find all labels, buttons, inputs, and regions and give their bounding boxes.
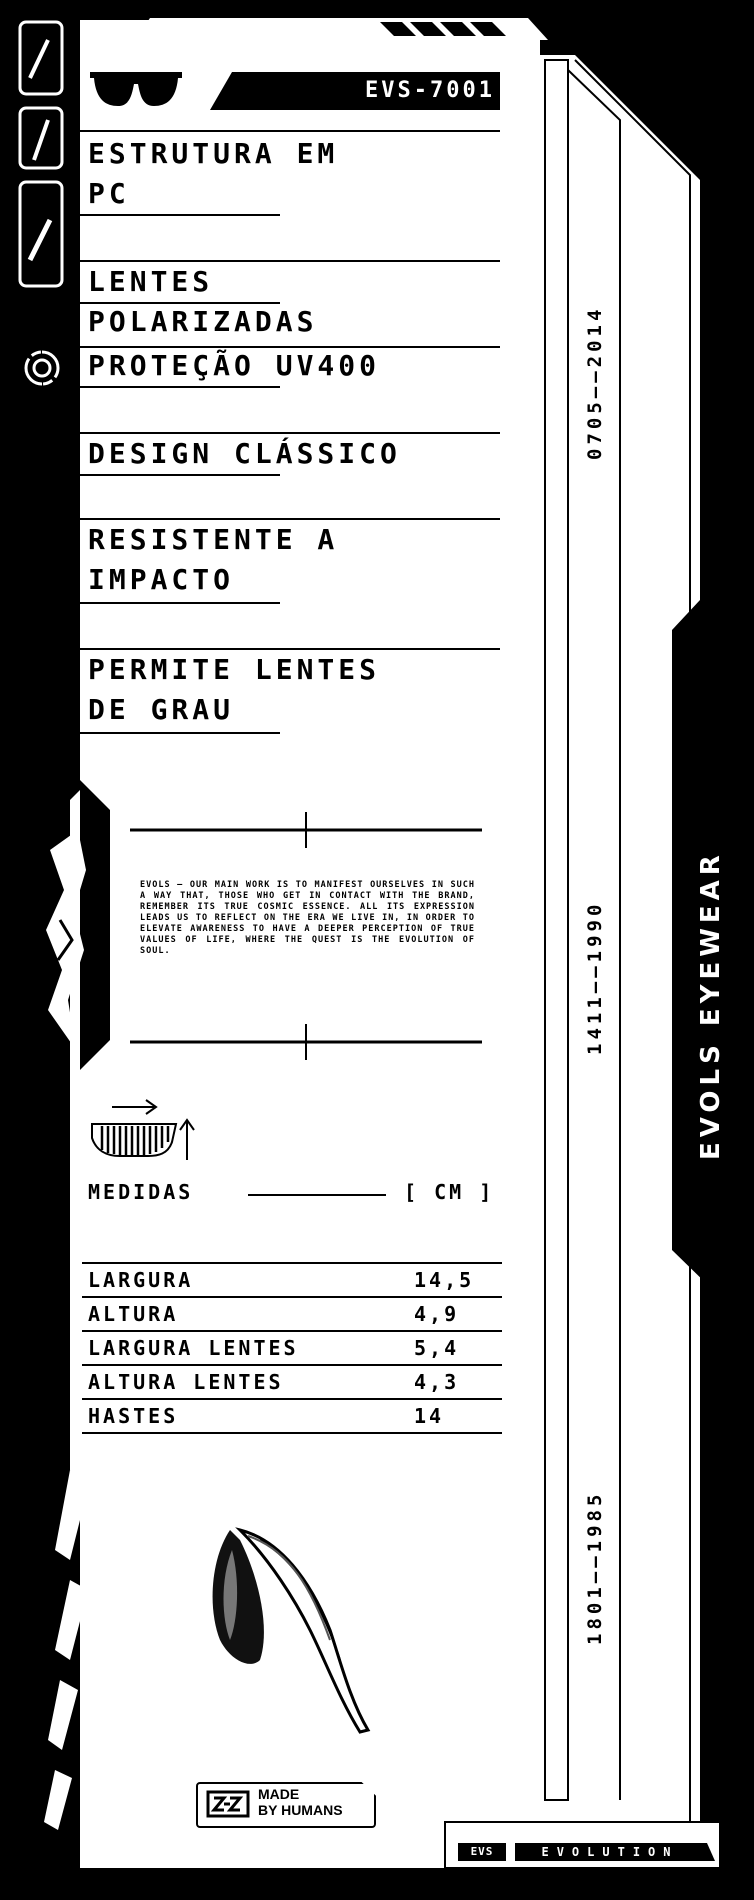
timeline-middle: 1411——1990 — [584, 900, 606, 1055]
row-value: 5,4 — [414, 1336, 460, 1360]
by-humans-label: BY HUMANS — [258, 1802, 343, 1818]
table-row — [82, 1298, 502, 1330]
made-by-humans-logo — [206, 1790, 250, 1818]
goggles-icon — [88, 1120, 180, 1160]
sunglasses-icon — [88, 64, 184, 114]
feature-frame-material-1: ESTRUTURA EM — [88, 137, 339, 170]
evols-logo — [38, 830, 90, 1050]
feature-lenses-2: POLARIZADAS — [88, 305, 318, 338]
made-label: MADE — [258, 1786, 300, 1802]
footer-badge-label: EVS — [470, 1845, 494, 1858]
table-row — [82, 1332, 502, 1364]
timeline-bottom: 1801——1985 — [584, 1490, 606, 1645]
feature-design: DESIGN CLÁSSICO — [88, 437, 401, 470]
arrow-up-icon — [176, 1118, 198, 1162]
brand-vertical: EVOLS EYEWEAR — [696, 850, 726, 1160]
row-value: 14 — [414, 1404, 445, 1428]
row-value: 4,3 — [414, 1370, 460, 1394]
underline — [80, 474, 280, 476]
aperture-icon — [22, 348, 62, 388]
feature-prescription-1: PERMITE LENTES — [88, 653, 381, 686]
table-row — [82, 1400, 502, 1432]
underline — [80, 602, 280, 604]
row-label: HASTES — [88, 1404, 179, 1428]
crosshair-top — [130, 810, 482, 850]
feature-lenses-1: LENTES — [88, 265, 214, 298]
timeline-top: 0705——2014 — [584, 305, 606, 460]
row-label: LARGURA LENTES — [88, 1336, 299, 1360]
footer-word: EVOLUTION — [541, 1845, 679, 1859]
row-value: 4,9 — [414, 1302, 460, 1326]
table-row — [82, 1366, 502, 1398]
feature-impact-2: IMPACTO — [88, 563, 235, 596]
feature-prescription-2: DE GRAU — [88, 693, 235, 726]
divider — [80, 130, 500, 132]
crosshair-bottom — [130, 1022, 482, 1062]
arrow-right-icon — [110, 1096, 160, 1118]
feature-uv: PROTEÇÃO UV400 — [88, 349, 381, 382]
measures-rule — [248, 1194, 386, 1196]
measures-unit: [ CM ] — [404, 1180, 495, 1204]
manifesto-text: EVOLS — OUR MAIN WORK IS TO MANIFEST OURSELVES IN SUCH A WAY THAT, THOSE WHO GET IN CONTACT WITH THE BRAND, REMEMBER ITS TRUE COSMIC ESSENCE. ALL ITS EXPRESSION LEADS US TO REFLECT ON THE ERA WE LIVE IN, IN ORDER TO ELEVATE AWARENESS TO HAVE A DEEPER PERCEPTION OF TRUE VALUES OF LIFE, WHERE THE QUEST IS THE EVOLUTION OF SOUL. — [140, 880, 475, 956]
row-label: LARGURA — [88, 1268, 194, 1292]
row-value: 14,5 — [414, 1268, 475, 1292]
model-code: EVS-7001 — [365, 78, 495, 103]
underline — [80, 214, 280, 216]
measures-title: MEDIDAS — [88, 1180, 194, 1204]
row-label: ALTURA LENTES — [88, 1370, 284, 1394]
feature-impact-1: RESISTENTE A — [88, 523, 339, 556]
underline — [80, 386, 280, 388]
underline — [80, 732, 280, 734]
row-label: ALTURA — [88, 1302, 179, 1326]
table-row — [82, 1264, 502, 1296]
feature-frame-material-2: PC — [88, 177, 130, 210]
sunglasses-side-icon — [200, 1520, 380, 1740]
